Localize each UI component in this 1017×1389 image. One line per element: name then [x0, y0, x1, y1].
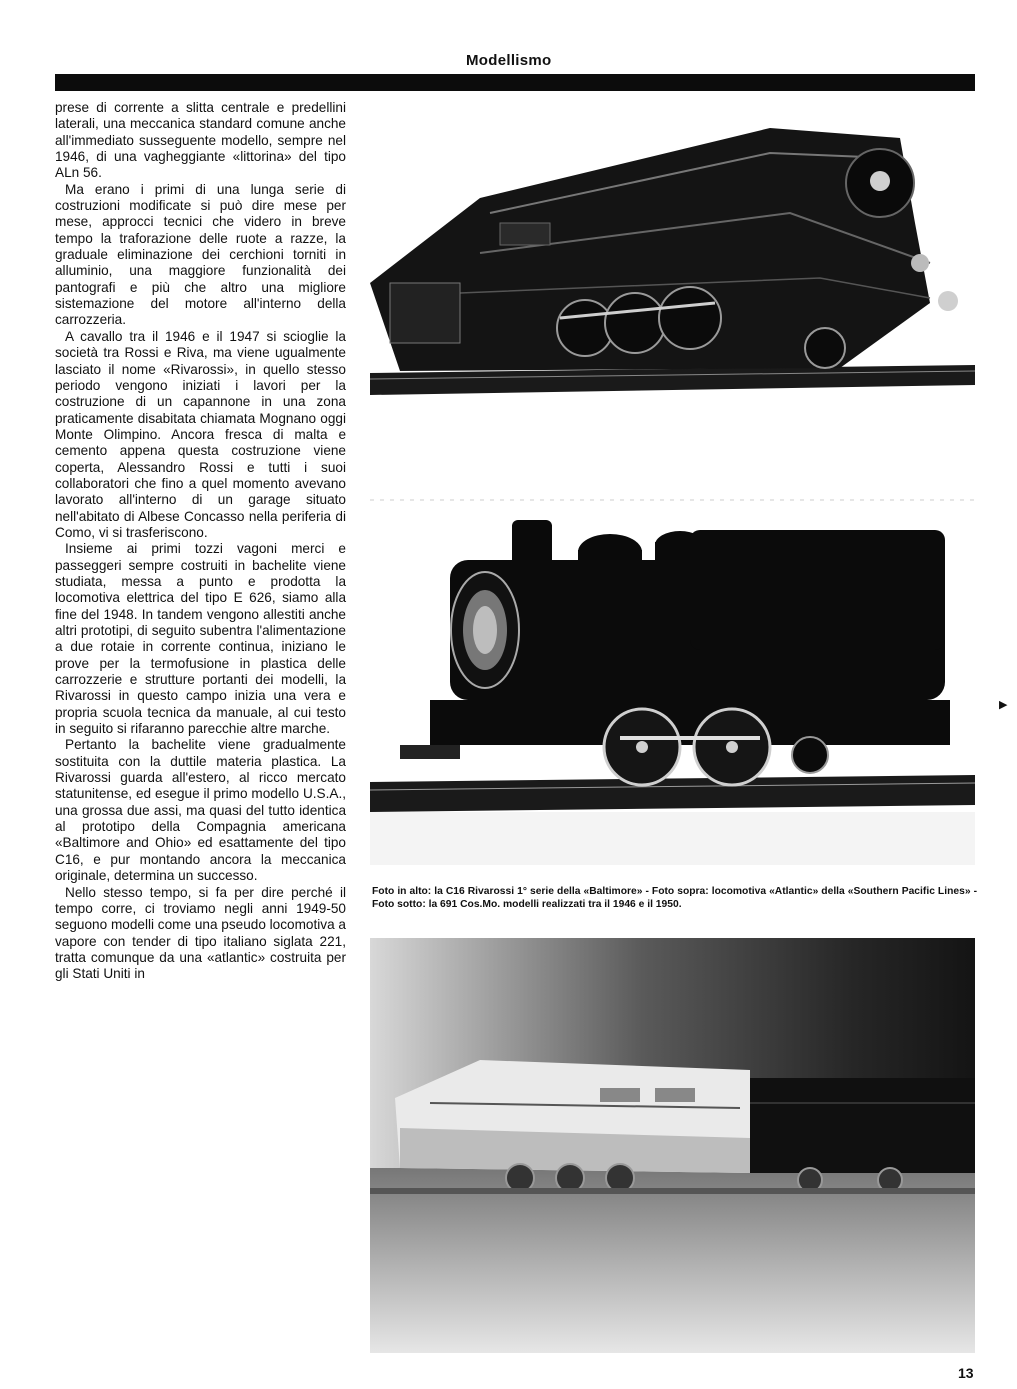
paragraph-4: Insieme ai primi tozzi vagoni merci e passeggeri sempre costruiti in bachelite viene studiata, messa a punto e prodotta la locomotiva elettrica del tipo E 626, siamo alla fine del 1948. In tandem vengono allestiti anche altri prototipi, di seguito subentra l'alimentazione a due rotaie in corrente continua, iniziano le prove per la termofusione in plastica delle carrozzerie e strutture portanti dei modelli, la Rivarossi in questo campo inizia una vera e propria scuola tecnica da manuale, al cui testo in seguito si rifaranno parecchie altre marche. [55, 541, 346, 737]
paragraph-3: A cavallo tra il 1946 e il 1947 si scioglie la società tra Rossi e Riva, ma viene ugualmente lasciato il nome «Rivarossi», in quello stesso periodo vengono iniziati i lavori per la costruzione di un capannone in una zona praticamente disabitata chiamata Mognano oggi Monte Olimpino. Ancora fresca di malta e cemento appena questa costruzione viene coperta, Alessandro Rossi e tutti i suoi collaboratori che fino a quel momento avevano lavorato all'interno di un garage situato nell'abitato di Albese Concasso nella periferia di Como, vi si trasferiscono. [55, 328, 346, 540]
header-rule [55, 74, 975, 91]
article-body [55, 100, 346, 983]
page-number: 13 [958, 1365, 974, 1381]
photo-streamlined-locomotive [370, 938, 975, 1353]
triangle-right-icon: ▶ [999, 699, 1008, 711]
photo-tank-locomotive-side [370, 490, 975, 865]
photo-steam-locomotive-angled [370, 103, 975, 395]
paragraph-2: Ma erano i primi di una lunga serie di costruzioni modificate si può dire mese per mese, approcci tecnici che videro in breve tempo la traforazione delle ruote a razze, la graduale eliminazione dei cerchioni torniti in alluminio, una maggiore funzionalità dei pantografi e più che altro una migliore sistemazione del motore all'interno della carrozzeria. [55, 181, 346, 328]
paragraph-6: Nello stesso tempo, si fa per dire perché il tempo corre, ci troviamo negli anni 1949-50 seguono modelli come una pseudo locomotiva a vapore con tender di tipo italiano siglata 221, tratta comunque da una «atlantic» costruita per gli Stati Uniti in [55, 884, 346, 982]
paragraph-1: prese di corrente a slitta centrale e predellini laterali, una meccanica standard comune anche all'immediato susseguente modello, sempre nel 1946, di una vagheggiante «littorina» del tipo ALn 56. [55, 100, 346, 181]
paragraph-5: Pertanto la bachelite viene gradualmente sostituita con la duttile materia plastica. La Rivarossi guarda all'estero, al ricco mercato statunitense, ed esegue il primo modello U.S.A., una grossa due assi, ma quasi del tutto identica al prototipo della Compagnia americana «Baltimore and Ohio» ed esattamente del tipo C16, e pur montando ancora la meccanica originale, determina un successo. [55, 737, 346, 884]
section-title: Modellismo [466, 52, 552, 69]
photo-caption: Foto in alto: la C16 Rivarossi 1° serie della «Baltimore» - Foto sopra: locomotiva «Atlantic» della «Southern Pacific Lines» - Foto sotto: la 691 Cos.Mo. modelli realizzati tra il 1946 e il 1950. [372, 886, 977, 910]
